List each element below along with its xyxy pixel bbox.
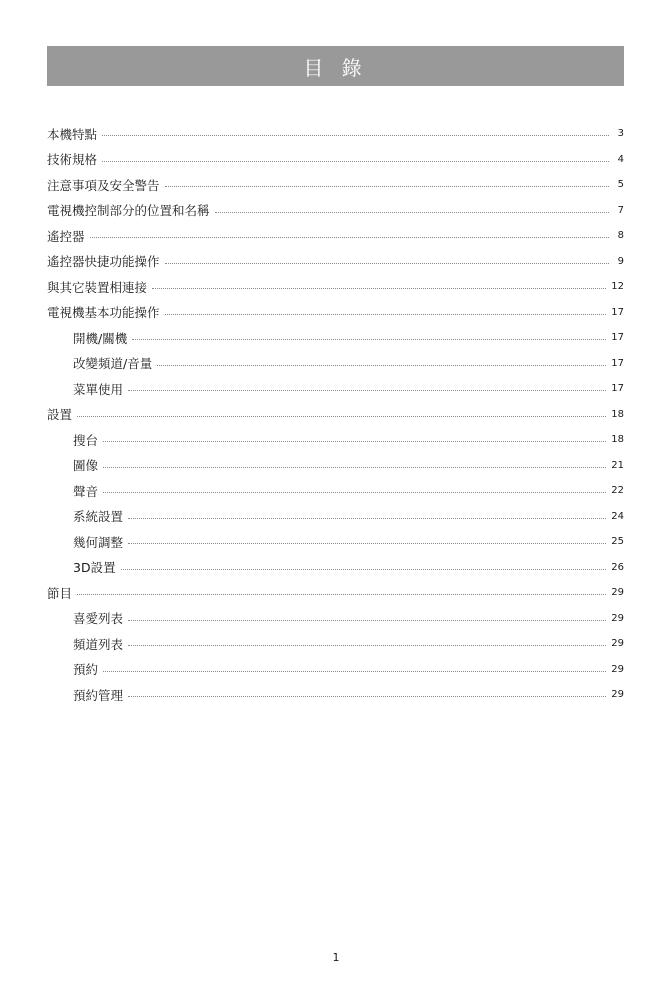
toc-entry-label: 開機/關機: [73, 330, 128, 346]
toc-entry-page: 26: [611, 561, 624, 573]
toc-entry-page: 18: [611, 408, 624, 420]
dot-leader: [128, 543, 606, 544]
toc-entry-page: 12: [611, 281, 624, 293]
toc-entry-page: 17: [611, 383, 624, 395]
table-of-contents: [47, 121, 624, 708]
dot-leader: [165, 314, 607, 315]
toc-entry-label: 技術規格: [47, 152, 98, 168]
toc-entry-page: 22: [611, 485, 624, 497]
toc-entry[interactable]: [47, 580, 624, 606]
toc-entry-label: 注意事項及安全警告: [47, 177, 160, 193]
toc-entry[interactable]: [47, 555, 624, 581]
toc-entry-label: 電視機基本功能操作: [47, 305, 160, 321]
toc-entry-label: 改變頻道/音量: [73, 356, 153, 372]
toc-entry[interactable]: [47, 427, 624, 453]
toc-entry[interactable]: [47, 504, 624, 530]
toc-entry-page: 24: [611, 510, 624, 522]
toc-entry-page: 25: [611, 536, 624, 548]
toc-entry[interactable]: [47, 376, 624, 402]
toc-entry[interactable]: [47, 172, 624, 198]
dot-leader: [103, 492, 606, 493]
toc-entry[interactable]: [47, 121, 624, 147]
toc-entry[interactable]: [47, 402, 624, 428]
toc-entry[interactable]: [47, 351, 624, 377]
toc-entry-label: 本機特點: [47, 126, 98, 142]
dot-leader: [128, 518, 606, 519]
toc-entry-label: 幾何調整: [73, 534, 124, 550]
toc-entry-label: 喜愛列表: [73, 611, 124, 627]
toc-entry-label: 頻道列表: [73, 636, 124, 652]
toc-entry[interactable]: [47, 198, 624, 224]
toc-entry[interactable]: [47, 274, 624, 300]
toc-entry-label: 設置: [47, 407, 73, 423]
toc-entry-label: 圖像: [73, 458, 99, 474]
dot-leader: [215, 212, 609, 213]
toc-entry-page: 9: [617, 255, 624, 267]
dot-leader: [152, 288, 606, 289]
toc-entry-label: 系統設置: [73, 509, 124, 525]
toc-entry-page: 7: [617, 204, 624, 216]
dot-leader: [128, 696, 606, 697]
toc-entry[interactable]: [47, 631, 624, 657]
dot-leader: [165, 186, 609, 187]
toc-entry[interactable]: [47, 223, 624, 249]
toc-entry-label: 遙控器快捷功能操作: [47, 254, 160, 270]
dot-leader: [128, 645, 606, 646]
dot-leader: [132, 339, 606, 340]
toc-entry-label: 搜台: [73, 432, 99, 448]
toc-entry-page: 18: [611, 434, 624, 446]
dot-leader: [77, 594, 606, 595]
dot-leader: [128, 620, 606, 621]
toc-entry-page: 29: [611, 587, 624, 599]
toc-entry-page: 17: [611, 306, 624, 318]
toc-entry-page: 4: [617, 153, 624, 165]
dot-leader: [103, 441, 606, 442]
toc-entry-page: 29: [611, 689, 624, 701]
toc-entry[interactable]: [47, 249, 624, 275]
toc-entry-label: 預約: [73, 662, 99, 678]
toc-entry-label: 聲音: [73, 483, 99, 499]
page-number: 1: [332, 951, 340, 964]
dot-leader: [103, 671, 606, 672]
toc-entry-page: 29: [611, 638, 624, 650]
dot-leader: [103, 467, 606, 468]
toc-entry[interactable]: [47, 529, 624, 555]
toc-entry[interactable]: [47, 657, 624, 683]
toc-entry[interactable]: [47, 478, 624, 504]
dot-leader: [157, 365, 606, 366]
toc-entry-page: 21: [611, 459, 624, 471]
toc-entry-page: 17: [611, 332, 624, 344]
toc-entry[interactable]: [47, 606, 624, 632]
toc-entry-label: 電視機控制部分的位置和名稱: [47, 203, 210, 219]
toc-entry-page: 3: [617, 128, 624, 140]
toc-entry[interactable]: [47, 453, 624, 479]
page-title: 目 錄: [47, 46, 624, 86]
dot-leader: [102, 135, 609, 136]
toc-entry-page: 8: [617, 230, 624, 242]
toc-entry[interactable]: [47, 325, 624, 351]
toc-entry-page: 17: [611, 357, 624, 369]
dot-leader: [121, 569, 607, 570]
toc-entry-page: 29: [611, 663, 624, 675]
dot-leader: [90, 237, 609, 238]
toc-entry-label: 遙控器: [47, 228, 85, 244]
toc-entry-label: 與其它裝置相連接: [47, 279, 148, 295]
dot-leader: [128, 390, 606, 391]
toc-entry-page: 5: [617, 179, 624, 191]
dot-leader: [102, 161, 609, 162]
toc-entry[interactable]: [47, 300, 624, 326]
toc-entry-label: 節目: [47, 585, 73, 601]
toc-entry[interactable]: [47, 147, 624, 173]
dot-leader: [165, 263, 609, 264]
dot-leader: [77, 416, 606, 417]
toc-entry-label: 3D設置: [73, 560, 116, 576]
toc-entry-label: 預約管理: [73, 687, 124, 703]
toc-entry-label: 菜單使用: [73, 381, 124, 397]
toc-entry-page: 29: [611, 612, 624, 624]
toc-entry[interactable]: [47, 682, 624, 708]
